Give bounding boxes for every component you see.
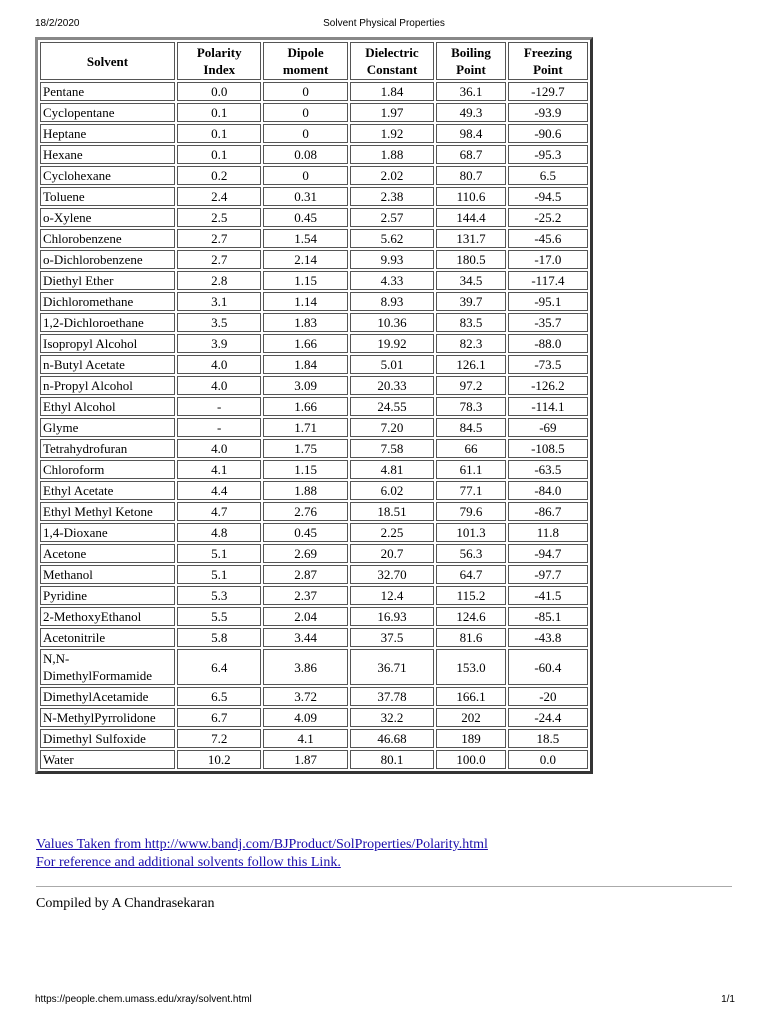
print-header: [0, 18, 768, 32]
solvent-name-cell: Hexane: [40, 145, 175, 164]
value-cell: -43.8: [508, 628, 588, 647]
table-row: [40, 208, 588, 227]
value-cell: 100.0: [436, 750, 506, 769]
value-cell: 1.97: [350, 103, 434, 122]
column-header: [177, 42, 261, 80]
solvent-name-cell: Water: [40, 750, 175, 769]
value-cell: 56.3: [436, 544, 506, 563]
solvent-name-cell: Ethyl Methyl Ketone: [40, 502, 175, 521]
table-row: [40, 334, 588, 353]
table-row: [40, 82, 588, 101]
table-row: [40, 729, 588, 748]
column-header-line: Point: [456, 62, 486, 77]
value-cell: 80.7: [436, 166, 506, 185]
solvent-name-cell: Acetone: [40, 544, 175, 563]
solvent-name-cell: 1,2-Dichloroethane: [40, 313, 175, 332]
value-cell: 80.1: [350, 750, 434, 769]
value-cell: 4.33: [350, 271, 434, 290]
value-cell: -69: [508, 418, 588, 437]
value-cell: -95.3: [508, 145, 588, 164]
value-cell: 81.6: [436, 628, 506, 647]
value-cell: 6.4: [177, 649, 261, 685]
solvent-name-cell: o-Xylene: [40, 208, 175, 227]
table-row: [40, 750, 588, 769]
solvent-name-cell: Ethyl Alcohol: [40, 397, 175, 416]
solvent-table-container: [35, 37, 595, 774]
value-cell: 19.92: [350, 334, 434, 353]
solvent-name-cell: Ethyl Acetate: [40, 481, 175, 500]
solvent-name-cell: DimethylAcetamide: [40, 687, 175, 706]
value-cell: 0.1: [177, 124, 261, 143]
table-row: [40, 292, 588, 311]
table-row: [40, 502, 588, 521]
value-cell: 2.7: [177, 250, 261, 269]
solvent-name-cell: n-Propyl Alcohol: [40, 376, 175, 395]
solvent-name-cell: Chloroform: [40, 460, 175, 479]
reference-link[interactable]: For reference and additional solvents follow this Link.: [36, 855, 341, 870]
value-cell: 9.93: [350, 250, 434, 269]
value-cell: -73.5: [508, 355, 588, 374]
links-section: [36, 836, 488, 872]
column-header-line: Constant: [366, 62, 418, 77]
value-cell: 0: [263, 166, 347, 185]
value-cell: 18.5: [508, 729, 588, 748]
value-cell: 2.02: [350, 166, 434, 185]
value-cell: -25.2: [508, 208, 588, 227]
table-row: [40, 607, 588, 626]
value-cell: 3.5: [177, 313, 261, 332]
value-cell: 2.38: [350, 187, 434, 206]
value-cell: 77.1: [436, 481, 506, 500]
value-cell: 0.1: [177, 145, 261, 164]
value-cell: 5.1: [177, 565, 261, 584]
value-cell: -: [177, 397, 261, 416]
value-cell: 68.7: [436, 145, 506, 164]
value-cell: 2.7: [177, 229, 261, 248]
value-cell: 2.76: [263, 502, 347, 521]
value-cell: 3.9: [177, 334, 261, 353]
value-cell: -94.7: [508, 544, 588, 563]
value-cell: 2.14: [263, 250, 347, 269]
value-cell: 2.5: [177, 208, 261, 227]
solvent-name-cell: Pyridine: [40, 586, 175, 605]
solvent-name-cell: Pentane: [40, 82, 175, 101]
value-cell: 4.1: [263, 729, 347, 748]
value-cell: 0.0: [177, 82, 261, 101]
value-cell: 4.0: [177, 439, 261, 458]
column-header-line: Dielectric: [365, 45, 419, 60]
value-cell: 0.08: [263, 145, 347, 164]
value-cell: 0.31: [263, 187, 347, 206]
value-cell: -60.4: [508, 649, 588, 685]
value-cell: -17.0: [508, 250, 588, 269]
value-cell: 61.1: [436, 460, 506, 479]
solvent-name-cell: Cyclopentane: [40, 103, 175, 122]
value-cell: 1.87: [263, 750, 347, 769]
value-cell: 126.1: [436, 355, 506, 374]
column-header-line: Point: [533, 62, 563, 77]
value-cell: 24.55: [350, 397, 434, 416]
value-cell: 10.36: [350, 313, 434, 332]
column-header-line: Dipole: [287, 45, 324, 60]
column-header: [263, 42, 347, 80]
value-cell: -108.5: [508, 439, 588, 458]
value-cell: 1.92: [350, 124, 434, 143]
table-row: [40, 481, 588, 500]
solvent-name-cell: Diethyl Ether: [40, 271, 175, 290]
solvent-name-cell: N,N-DimethylFormamide: [40, 649, 175, 685]
value-cell: 124.6: [436, 607, 506, 626]
table-body: [40, 82, 588, 769]
value-cell: 7.20: [350, 418, 434, 437]
value-cell: 1.71: [263, 418, 347, 437]
value-cell: 1.83: [263, 313, 347, 332]
value-cell: 2.8: [177, 271, 261, 290]
column-header: [436, 42, 506, 80]
value-cell: 4.09: [263, 708, 347, 727]
value-cell: 5.01: [350, 355, 434, 374]
value-cell: 1.14: [263, 292, 347, 311]
solvent-name-cell: Glyme: [40, 418, 175, 437]
value-cell: 0.45: [263, 208, 347, 227]
table-row: [40, 565, 588, 584]
page-number: 1/1: [721, 994, 735, 1005]
value-cell: -85.1: [508, 607, 588, 626]
value-cell: 20.33: [350, 376, 434, 395]
value-cell: 4.81: [350, 460, 434, 479]
value-cell: 166.1: [436, 687, 506, 706]
value-cell: 16.93: [350, 607, 434, 626]
value-cell: 4.4: [177, 481, 261, 500]
value-cell: 4.0: [177, 376, 261, 395]
value-cell: 64.7: [436, 565, 506, 584]
column-header-line: Index: [203, 62, 236, 77]
value-cell: 1.88: [350, 145, 434, 164]
column-header-line: Polarity: [196, 45, 242, 60]
table-row: [40, 355, 588, 374]
value-cell: 37.78: [350, 687, 434, 706]
value-cell: 4.7: [177, 502, 261, 521]
value-cell: 8.93: [350, 292, 434, 311]
value-cell: 2.69: [263, 544, 347, 563]
value-cell: 46.68: [350, 729, 434, 748]
value-cell: 78.3: [436, 397, 506, 416]
value-cell: -129.7: [508, 82, 588, 101]
value-cell: 32.70: [350, 565, 434, 584]
value-cell: 5.1: [177, 544, 261, 563]
column-header-line: Boiling: [451, 45, 491, 60]
value-cell: 1.15: [263, 271, 347, 290]
source-link[interactable]: Values Taken from http://www.bandj.com/BJProduct/SolProperties/Polarity.html: [36, 837, 488, 852]
table-row: [40, 271, 588, 290]
value-cell: 5.8: [177, 628, 261, 647]
value-cell: 36.1: [436, 82, 506, 101]
value-cell: 153.0: [436, 649, 506, 685]
value-cell: 110.6: [436, 187, 506, 206]
value-cell: 79.6: [436, 502, 506, 521]
column-header-line: moment: [282, 62, 329, 77]
value-cell: -: [177, 418, 261, 437]
table-row: [40, 313, 588, 332]
solvent-name-cell: Heptane: [40, 124, 175, 143]
value-cell: 180.5: [436, 250, 506, 269]
table-row: [40, 708, 588, 727]
print-url: https://people.chem.umass.edu/xray/solvent.html: [35, 994, 252, 1005]
value-cell: -117.4: [508, 271, 588, 290]
value-cell: 32.2: [350, 708, 434, 727]
value-cell: 3.1: [177, 292, 261, 311]
value-cell: 12.4: [350, 586, 434, 605]
value-cell: 82.3: [436, 334, 506, 353]
value-cell: 34.5: [436, 271, 506, 290]
value-cell: 6.7: [177, 708, 261, 727]
column-header: [350, 42, 434, 80]
column-header-line: Freezing: [523, 45, 572, 60]
value-cell: 115.2: [436, 586, 506, 605]
value-cell: 1.84: [263, 355, 347, 374]
table-row: [40, 628, 588, 647]
table-row: [40, 439, 588, 458]
solvent-name-cell: n-Butyl Acetate: [40, 355, 175, 374]
print-title: Solvent Physical Properties: [323, 18, 445, 29]
divider: [36, 886, 732, 887]
value-cell: 6.5: [177, 687, 261, 706]
table-row: [40, 166, 588, 185]
table-row: [40, 397, 588, 416]
value-cell: 1.75: [263, 439, 347, 458]
value-cell: 18.51: [350, 502, 434, 521]
column-header-line: Solvent: [86, 53, 129, 69]
table-row: [40, 124, 588, 143]
table-row: [40, 523, 588, 542]
column-header: [40, 42, 175, 80]
table-row: [40, 376, 588, 395]
value-cell: 4.8: [177, 523, 261, 542]
value-cell: 4.1: [177, 460, 261, 479]
value-cell: -24.4: [508, 708, 588, 727]
value-cell: 1.84: [350, 82, 434, 101]
value-cell: 144.4: [436, 208, 506, 227]
value-cell: 10.2: [177, 750, 261, 769]
value-cell: 5.62: [350, 229, 434, 248]
value-cell: -93.9: [508, 103, 588, 122]
value-cell: -45.6: [508, 229, 588, 248]
table-row: [40, 187, 588, 206]
value-cell: 2.25: [350, 523, 434, 542]
table-row: [40, 418, 588, 437]
table-row: [40, 649, 588, 685]
print-date: 18/2/2020: [35, 18, 80, 29]
value-cell: 6.5: [508, 166, 588, 185]
value-cell: 3.09: [263, 376, 347, 395]
value-cell: 1.66: [263, 397, 347, 416]
compiled-by: Compiled by A Chandrasekaran: [36, 896, 215, 911]
value-cell: 83.5: [436, 313, 506, 332]
value-cell: 2.04: [263, 607, 347, 626]
value-cell: 5.3: [177, 586, 261, 605]
value-cell: 66: [436, 439, 506, 458]
value-cell: 0.45: [263, 523, 347, 542]
solvent-name-cell: Toluene: [40, 187, 175, 206]
solvent-name-cell: Dimethyl Sulfoxide: [40, 729, 175, 748]
solvent-name-cell: Acetonitrile: [40, 628, 175, 647]
solvent-name-cell: 1,4-Dioxane: [40, 523, 175, 542]
solvent-name-cell: o-Dichlorobenzene: [40, 250, 175, 269]
value-cell: -94.5: [508, 187, 588, 206]
value-cell: 0: [263, 82, 347, 101]
value-cell: -88.0: [508, 334, 588, 353]
value-cell: 36.71: [350, 649, 434, 685]
table-row: [40, 145, 588, 164]
value-cell: 2.37: [263, 586, 347, 605]
solvent-properties-table: [35, 37, 593, 774]
value-cell: 20.7: [350, 544, 434, 563]
value-cell: 0.2: [177, 166, 261, 185]
value-cell: -63.5: [508, 460, 588, 479]
value-cell: 98.4: [436, 124, 506, 143]
value-cell: 7.2: [177, 729, 261, 748]
table-row: [40, 586, 588, 605]
value-cell: 131.7: [436, 229, 506, 248]
solvent-name-cell: Methanol: [40, 565, 175, 584]
value-cell: 2.87: [263, 565, 347, 584]
solvent-name-cell: Isopropyl Alcohol: [40, 334, 175, 353]
value-cell: 37.5: [350, 628, 434, 647]
solvent-name-cell: Cyclohexane: [40, 166, 175, 185]
value-cell: 0: [263, 103, 347, 122]
value-cell: 202: [436, 708, 506, 727]
value-cell: -97.7: [508, 565, 588, 584]
solvent-name-cell: Dichloromethane: [40, 292, 175, 311]
value-cell: 11.8: [508, 523, 588, 542]
value-cell: 6.02: [350, 481, 434, 500]
value-cell: -126.2: [508, 376, 588, 395]
solvent-name-cell: Tetrahydrofuran: [40, 439, 175, 458]
table-row: [40, 103, 588, 122]
solvent-name-cell: Chlorobenzene: [40, 229, 175, 248]
value-cell: -41.5: [508, 586, 588, 605]
value-cell: 3.86: [263, 649, 347, 685]
table-row: [40, 687, 588, 706]
table-header-row: [40, 42, 588, 80]
value-cell: 0: [263, 124, 347, 143]
value-cell: 97.2: [436, 376, 506, 395]
value-cell: -114.1: [508, 397, 588, 416]
value-cell: 3.44: [263, 628, 347, 647]
solvent-name-cell: N-MethylPyrrolidone: [40, 708, 175, 727]
value-cell: -35.7: [508, 313, 588, 332]
value-cell: 2.57: [350, 208, 434, 227]
value-cell: 49.3: [436, 103, 506, 122]
value-cell: 5.5: [177, 607, 261, 626]
value-cell: -95.1: [508, 292, 588, 311]
value-cell: 0.0: [508, 750, 588, 769]
value-cell: 101.3: [436, 523, 506, 542]
table-row: [40, 250, 588, 269]
value-cell: -84.0: [508, 481, 588, 500]
value-cell: 189: [436, 729, 506, 748]
column-header: [508, 42, 588, 80]
value-cell: 0.1: [177, 103, 261, 122]
value-cell: -90.6: [508, 124, 588, 143]
value-cell: 39.7: [436, 292, 506, 311]
table-row: [40, 544, 588, 563]
table-row: [40, 460, 588, 479]
value-cell: 1.66: [263, 334, 347, 353]
value-cell: 1.88: [263, 481, 347, 500]
value-cell: 84.5: [436, 418, 506, 437]
value-cell: -20: [508, 687, 588, 706]
value-cell: 1.54: [263, 229, 347, 248]
value-cell: 1.15: [263, 460, 347, 479]
value-cell: 4.0: [177, 355, 261, 374]
value-cell: 2.4: [177, 187, 261, 206]
value-cell: -86.7: [508, 502, 588, 521]
value-cell: 3.72: [263, 687, 347, 706]
table-row: [40, 229, 588, 248]
solvent-name-cell: 2-MethoxyEthanol: [40, 607, 175, 626]
value-cell: 7.58: [350, 439, 434, 458]
